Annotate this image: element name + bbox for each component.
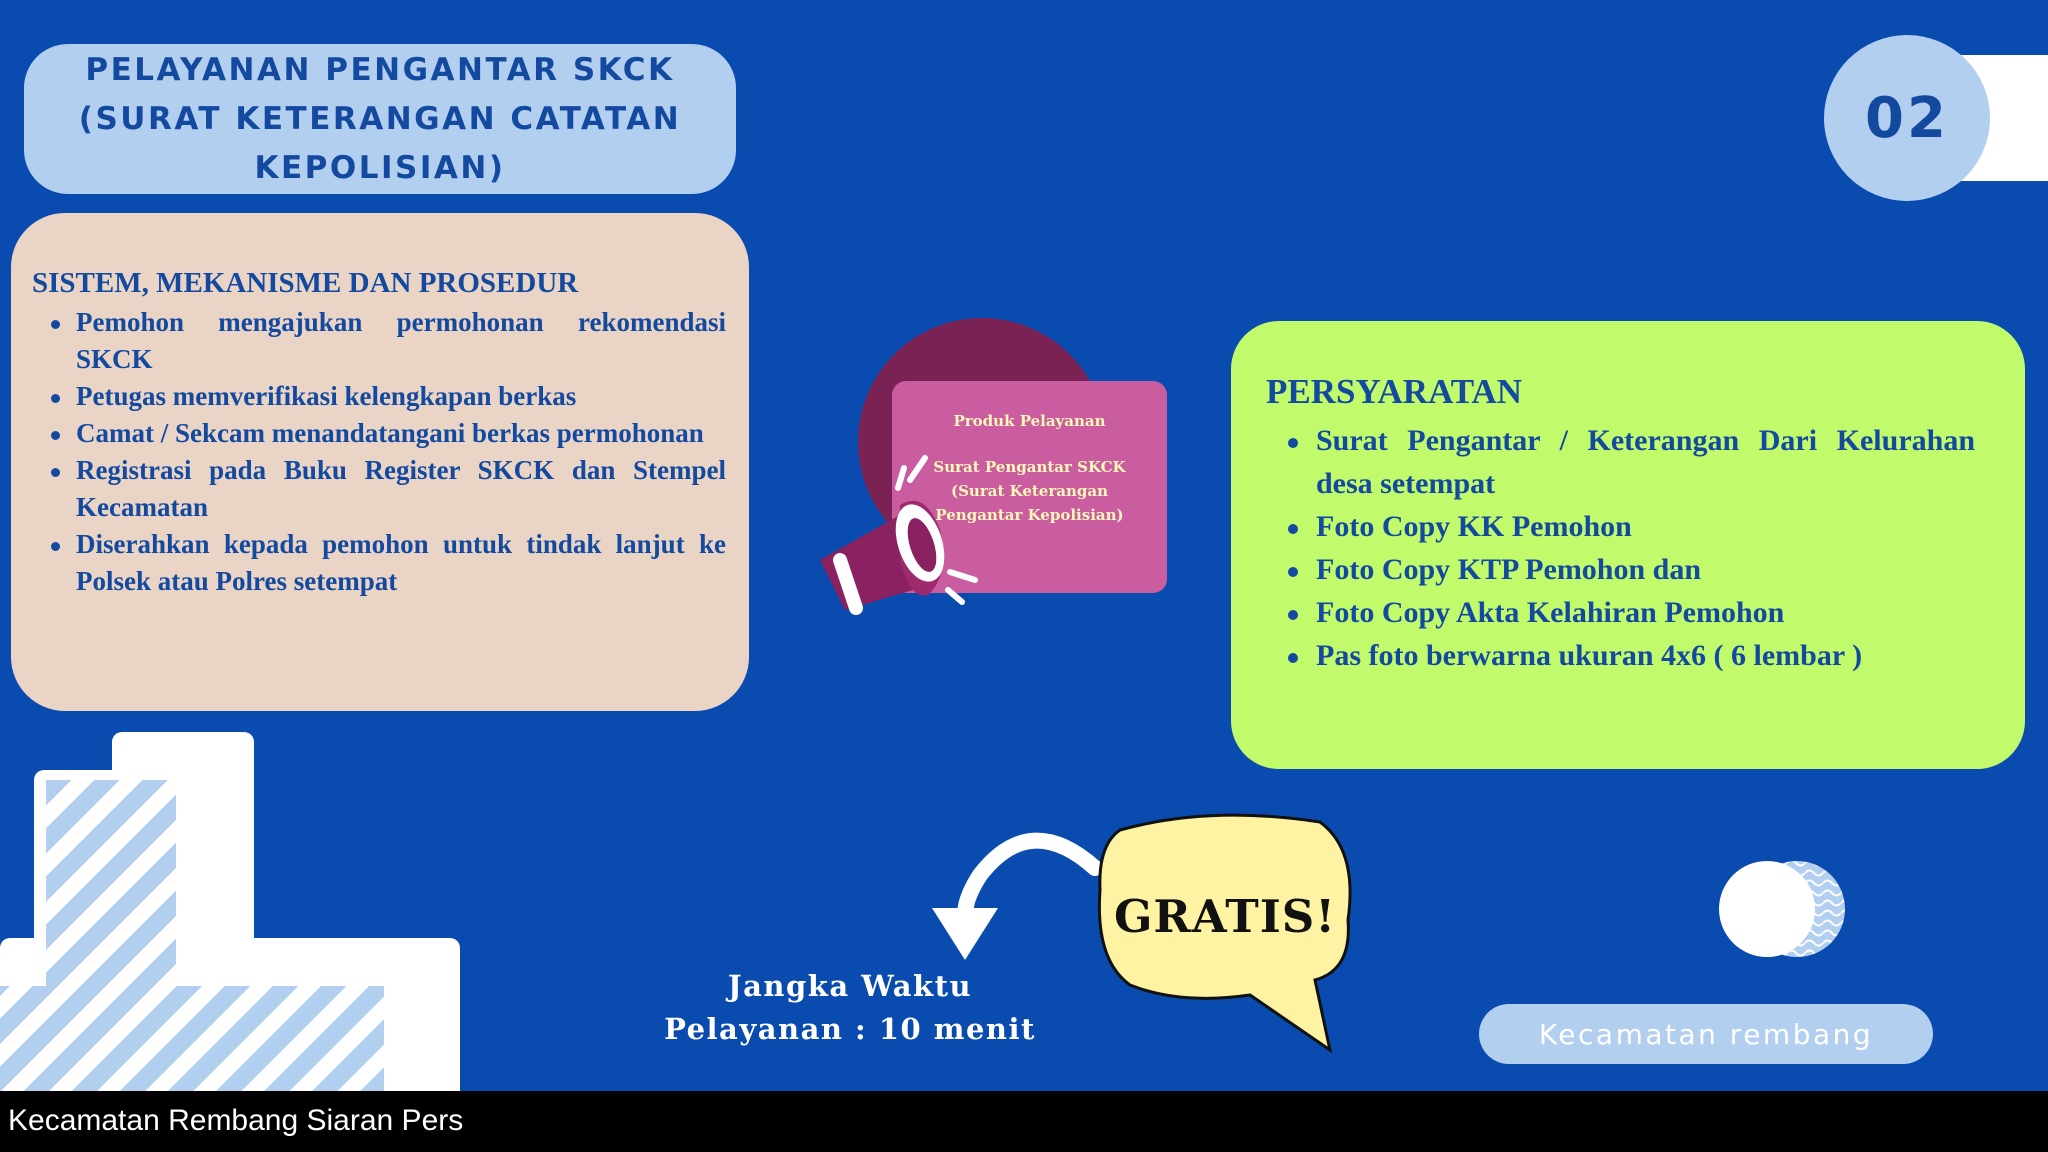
procedure-heading: SISTEM, MEKANISME DAN PROSEDUR [32, 267, 579, 299]
requirements-card [1231, 321, 2025, 769]
bullet-icon [51, 431, 60, 440]
title-line-1: PELAYANAN PENGANTAR SKCK [85, 51, 675, 88]
requirement-item [1266, 548, 1975, 591]
procedure-item [21, 526, 729, 600]
procedure-item-text: Camat / Sekcam menandatangani berkas permohonan [76, 418, 704, 448]
product-illustration [800, 310, 1180, 630]
requirement-item-text: Foto Copy Akta Kelahiran Pemohon [1316, 596, 1785, 629]
procedure-item-text: Registrasi pada Buku Register SKCK dan Stempel Kecamatan [76, 455, 726, 522]
requirement-item-text: Surat Pengantar / Keterangan Dari Kelurahan desa setempat [1316, 424, 1975, 500]
footer-label: Kecamatan rembang [1479, 1004, 1933, 1064]
requirement-item-text: Pas foto berwarna ukuran 4x6 ( 6 lembar ) [1316, 639, 1863, 672]
requirement-item [1266, 419, 1975, 505]
free-badge: GRATIS! [1113, 890, 1337, 943]
megaphone-icon [800, 310, 1180, 630]
title-line-2: (SURAT KETERANGAN CATATAN [78, 100, 682, 137]
bullet-icon [51, 542, 60, 551]
product-line-2: (Surat Keterangan [951, 482, 1108, 500]
page-title [24, 44, 736, 194]
bullet-icon [1288, 610, 1298, 620]
decorative-circles [1715, 858, 1855, 968]
decorative-striped-shapes [0, 730, 470, 1152]
bullet-icon [51, 320, 60, 329]
bullet-icon [1288, 524, 1298, 534]
procedure-item-text: Pemohon mengajukan permohonan rekomendasi SKCK [76, 307, 726, 374]
product-title: Produk Pelayanan [953, 412, 1106, 430]
service-time-line-2: Pelayanan : 10 menit [664, 1012, 1036, 1046]
requirements-heading: PERSYARATAN [1266, 372, 1523, 411]
requirement-item-text: Foto Copy KTP Pemohon dan [1316, 553, 1702, 586]
procedure-item [21, 415, 729, 452]
procedure-item [21, 378, 729, 415]
product-line-3: Pengantar Kepolisian) [935, 506, 1124, 524]
service-time-line-1: Jangka Waktu [727, 969, 973, 1003]
service-time [640, 965, 1060, 1051]
requirement-item [1266, 634, 1975, 677]
requirements-list [1266, 419, 1975, 677]
requirement-item [1266, 591, 1975, 634]
procedure-item [21, 452, 729, 526]
page-number: 02 [1824, 35, 1990, 201]
procedure-item [21, 304, 729, 378]
caption-text: Kecamatan Rembang Siaran Pers [8, 1104, 464, 1137]
procedure-item-text: Petugas memverifikasi kelengkapan berkas [76, 381, 577, 411]
procedure-item-text: Diserahkan kepada pemohon untuk tindak lanjut ke Polsek atau Polres setempat [76, 529, 726, 596]
procedure-list [21, 304, 729, 600]
procedure-card [11, 213, 749, 711]
curved-arrow-icon [910, 820, 1110, 970]
requirement-item-text: Foto Copy KK Pemohon [1316, 510, 1632, 543]
product-line-1: Surat Pengantar SKCK [933, 458, 1126, 476]
bullet-icon [51, 394, 60, 403]
bullet-icon [1288, 567, 1298, 577]
requirement-item [1266, 505, 1975, 548]
bullet-icon [51, 468, 60, 477]
bullet-icon [1288, 438, 1298, 448]
caption-bar [0, 1091, 2048, 1152]
bullet-icon [1288, 653, 1298, 663]
title-line-3: KEPOLISIAN) [254, 149, 506, 186]
